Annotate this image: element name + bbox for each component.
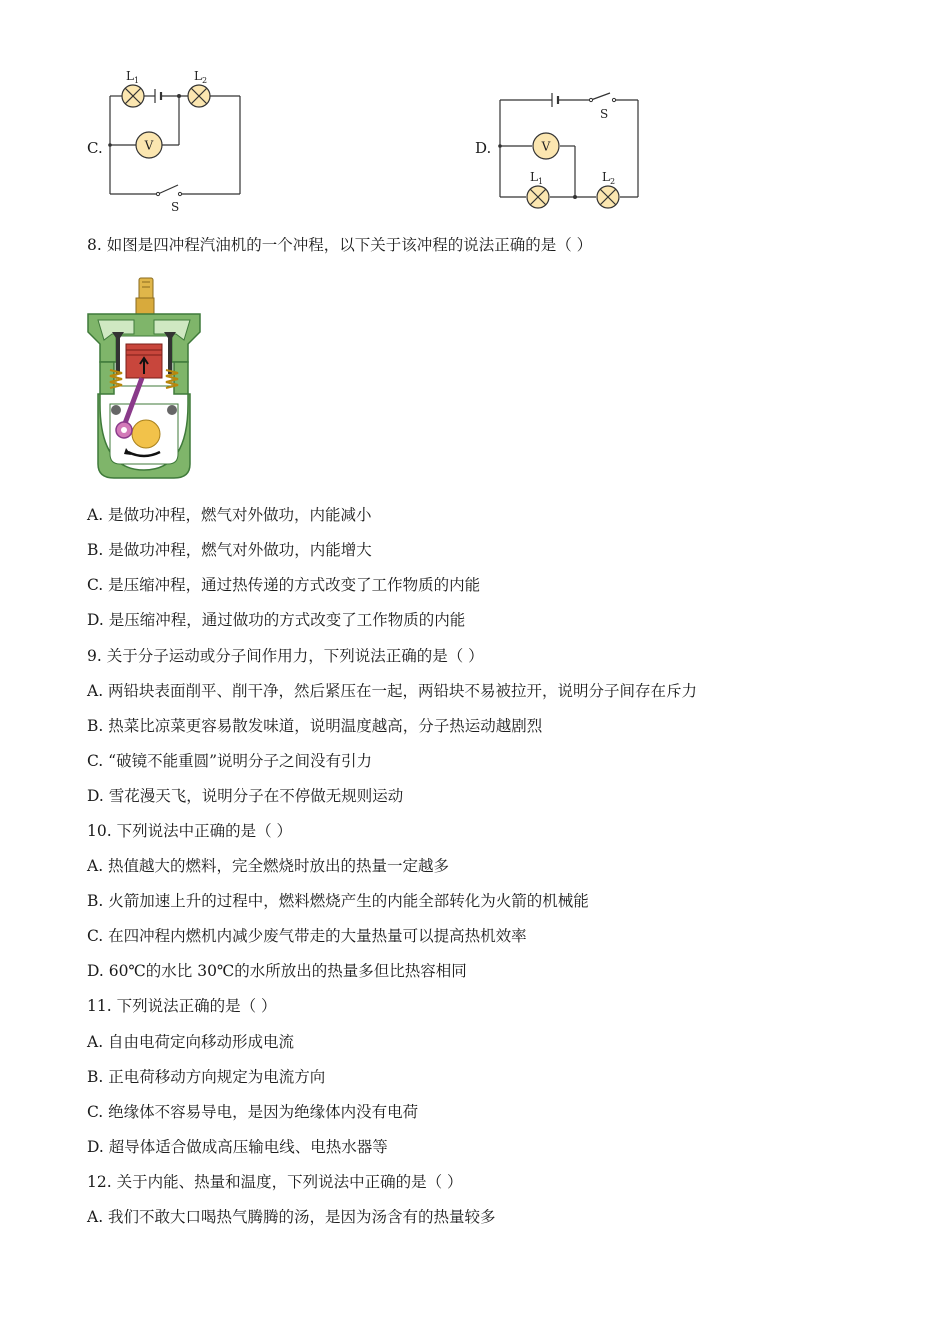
voltmeter-icon [136, 132, 162, 158]
question-9-option-a: A. 两铅块表面削平、削干净，然后紧压在一起，两铅块不易被拉开，说明分子间存在斥力 [87, 682, 698, 700]
four-stroke-engine-figure [84, 274, 204, 482]
question-10-option-b: B. 火箭加速上升的过程中，燃料燃烧产生的内能全部转化为火箭的机械能 [87, 892, 589, 910]
question-9-stem: 9. 关于分子运动或分子间作用力，下列说法正确的是（ ） [87, 647, 484, 665]
question-11-option-c: C. 绝缘体不容易导电，是因为绝缘体内没有电荷 [87, 1103, 419, 1121]
lamp2-sub: 2 [202, 76, 208, 85]
question-11-stem: 11. 下列说法正确的是（ ） [87, 997, 277, 1015]
question-8-option-b: B. 是做功冲程，燃气对外做功，内能增大 [87, 541, 372, 559]
voltmeter-label: V [144, 138, 154, 153]
question-8-option-d: D. 是压缩冲程，通过做功的方式改变了工作物质的内能 [87, 611, 466, 629]
lamp-l1-icon [122, 85, 144, 107]
lamp-l2-icon [597, 186, 619, 208]
question-9-option-c: C. “破镜不能重圆”说明分子之间没有引力 [87, 752, 373, 770]
option-label-c: C. [87, 139, 103, 157]
lamp-l1-icon [527, 186, 549, 208]
voltmeter-icon [533, 133, 559, 159]
question-12-stem: 12. 关于内能、热量和温度，下列说法中正确的是（ ） [87, 1173, 463, 1191]
question-10-option-a: A. 热值越大的燃料，完全燃烧时放出的热量一定越多 [87, 857, 450, 875]
question-12-option-a: A. 我们不敢大口喝热气腾腾的汤，是因为汤含有的热量较多 [87, 1208, 496, 1226]
question-8-option-c: C. 是压缩冲程，通过热传递的方式改变了工作物质的内能 [87, 576, 481, 594]
question-9-option-d: D. 雪花漫天飞，说明分子在不停做无规则运动 [87, 787, 404, 805]
question-9-option-b: B. 热菜比凉菜更容易散发味道，说明温度越高，分子热运动越剧烈 [87, 717, 543, 735]
option-label-d: D. [475, 139, 492, 157]
circuit-diagram-c [100, 66, 250, 216]
lamp1-sub: 1 [538, 177, 544, 186]
piston-icon [126, 344, 162, 378]
question-8-stem: 8. 如图是四冲程汽油机的一个冲程，以下关于该冲程的说法正确的是（ ） [87, 236, 593, 254]
lamp2-sub: 2 [610, 177, 616, 186]
question-10-stem: 10. 下列说法中正确的是（ ） [87, 822, 293, 840]
lamp2-label: L [194, 69, 202, 83]
lamp2-label: L [602, 170, 610, 184]
circuit-diagram-d [488, 85, 648, 215]
voltmeter-label: V [541, 139, 551, 154]
question-11-option-d: D. 超导体适合做成高压输电线、电热水器等 [87, 1138, 388, 1156]
switch-label: S [171, 200, 180, 214]
lamp-l2-icon [188, 85, 210, 107]
lamp1-label: L [126, 69, 134, 83]
question-10-option-c: C. 在四冲程内燃机内减少废气带走的大量热量可以提高热机效率 [87, 927, 527, 945]
question-11-option-b: B. 正电荷移动方向规定为电流方向 [87, 1068, 326, 1086]
question-11-option-a: A. 自由电荷定向移动形成电流 [87, 1033, 295, 1051]
lamp1-sub: 1 [134, 76, 140, 85]
switch-label: S [600, 107, 609, 121]
question-8-option-a: A. 是做功冲程，燃气对外做功，内能减小 [87, 506, 372, 524]
question-10-option-d: D. 60℃的水比 30℃的水所放出的热量多但比热容相同 [87, 962, 467, 980]
lamp1-label: L [530, 170, 538, 184]
